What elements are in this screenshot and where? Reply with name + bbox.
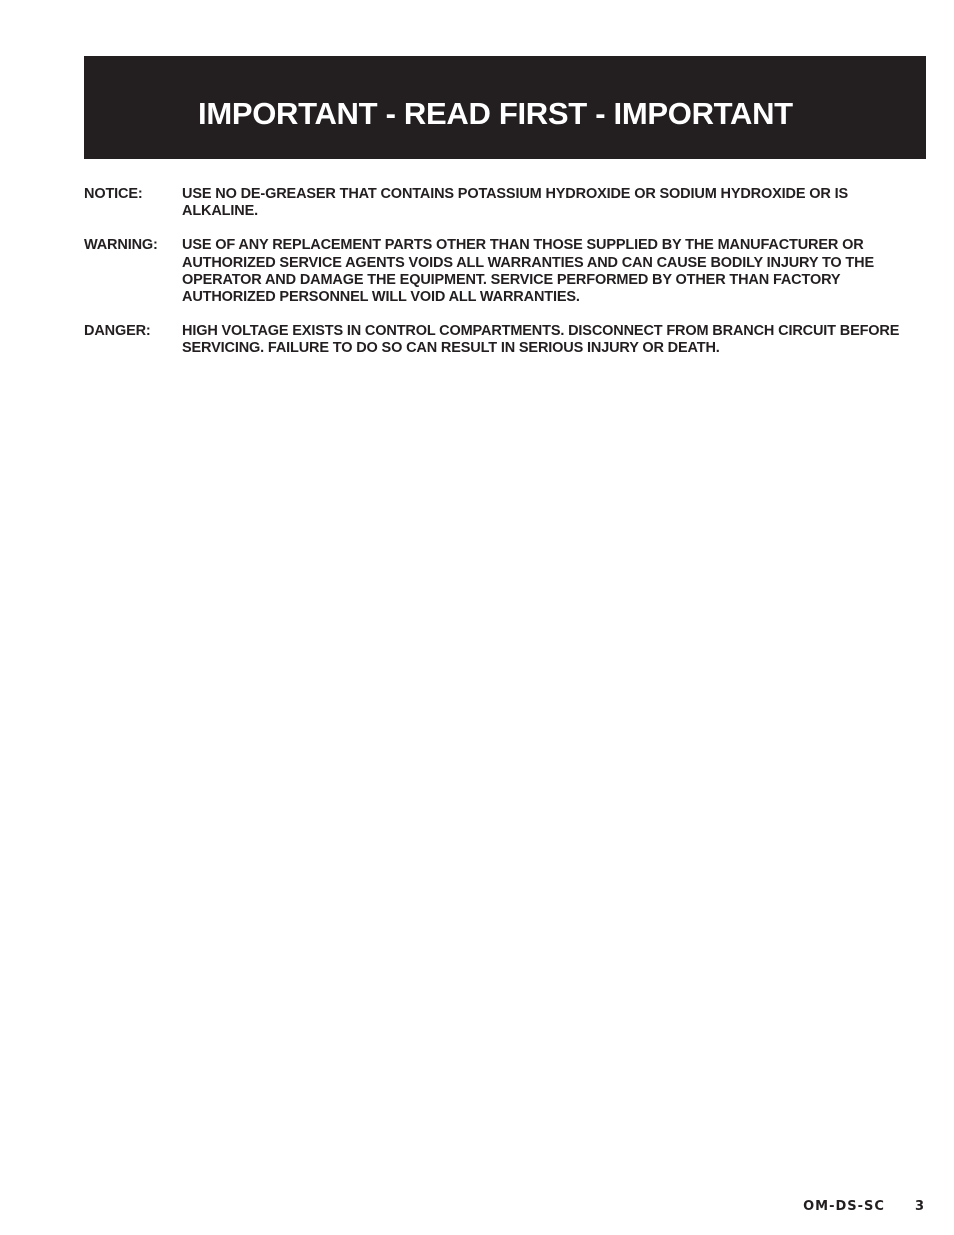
page-title: IMPORTANT - READ FIRST - IMPORTANT (198, 96, 793, 131)
header-banner (84, 56, 926, 159)
warning-item (84, 237, 926, 306)
notice-item (84, 186, 926, 220)
page-number: 3 (914, 1199, 924, 1214)
notice-label: NOTICE: (84, 186, 143, 202)
warning-text: USE OF ANY REPLACEMENT PARTS OTHER THAN THOSE SUPPLIED BY THE MANUFACTURER OR AUTHORIZED SERVICE AGENTS VOIDS ALL WARRANTIES AND CAN CAUSE BODILY INJURY TO THE OPERATOR AND DAMAGE THE EQUIPMENT. SERVICE PERFORMED BY OTHER THAN FACTORY AUTHORIZED PERSONNEL WILL VOID ALL WARRANTIES. (182, 237, 874, 306)
notice-text: USE NO DE-GREASER THAT CONTAINS POTASSIUM HYDROXIDE OR SODIUM HYDROXIDE OR IS ALKALINE. (182, 186, 848, 220)
danger-item (84, 323, 926, 357)
danger-text: HIGH VOLTAGE EXISTS IN CONTROL COMPARTMENTS. DISCONNECT FROM BRANCH CIRCUIT BEFORE SERVICING. FAILURE TO DO SO CAN RESULT IN SERIOUS INJURY OR DEATH. (182, 323, 900, 357)
warning-label: WARNING: (84, 237, 158, 254)
danger-label: DANGER: (84, 323, 151, 340)
document-code: OM-DS-SC (803, 1199, 885, 1214)
safety-notices (84, 186, 926, 375)
page-footer (803, 1199, 924, 1215)
